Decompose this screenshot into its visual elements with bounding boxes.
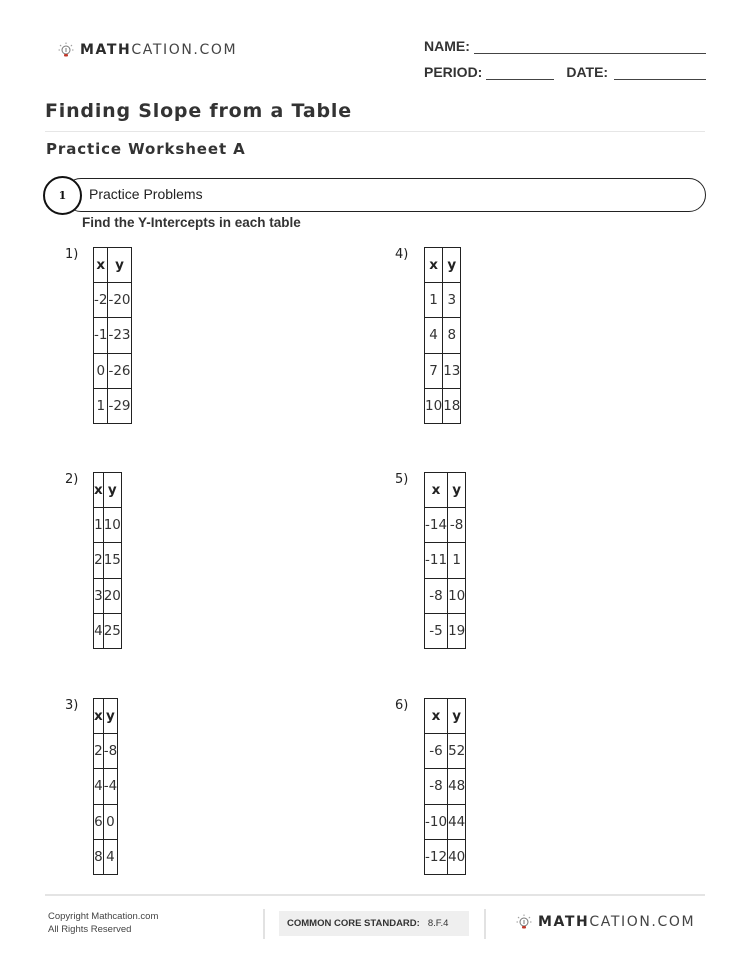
footer-separator <box>263 909 265 939</box>
table-header-row <box>94 248 132 283</box>
problem-number: 5) <box>395 472 409 487</box>
xy-table <box>424 247 461 424</box>
problem-number: 1) <box>65 247 79 262</box>
table-row <box>425 283 461 318</box>
table-header-row <box>425 699 466 734</box>
cell-y: 18 <box>443 388 461 423</box>
lightbulb-icon <box>58 42 74 58</box>
copyright-line-1: Copyright Mathcation.com <box>48 911 159 922</box>
cell-y: 0 <box>103 804 117 839</box>
cell-x: 0 <box>94 353 108 388</box>
standard-value: 8.F.4 <box>427 918 449 929</box>
date-field[interactable] <box>614 66 706 80</box>
problem-number: 4) <box>395 247 409 262</box>
cell-y: 15 <box>103 543 121 578</box>
lightbulb-icon <box>516 914 532 930</box>
table-row <box>94 804 118 839</box>
page-subtitle: Practice Worksheet A <box>46 140 246 158</box>
cell-y: 4 <box>103 839 117 874</box>
cell-y: 10 <box>448 578 466 613</box>
section-label: Practice Problems <box>89 186 203 202</box>
date-label: DATE: <box>566 64 609 80</box>
table-row <box>425 353 461 388</box>
table-row <box>425 508 466 543</box>
table-row <box>94 318 132 353</box>
cell-x: 7 <box>425 353 443 388</box>
table-row <box>94 388 132 423</box>
table-row <box>425 318 461 353</box>
cell-x: 2 <box>94 543 104 578</box>
cell-x: 10 <box>425 388 443 423</box>
header-x: x <box>94 473 104 508</box>
cell-x: 4 <box>425 318 443 353</box>
name-label: NAME: <box>424 38 470 54</box>
header-x: x <box>94 248 108 283</box>
table-row <box>425 839 466 874</box>
table-row <box>94 578 122 613</box>
header-y: y <box>448 473 466 508</box>
cell-x: -6 <box>425 734 448 769</box>
table-header-row <box>94 699 118 734</box>
cell-x: 6 <box>94 804 104 839</box>
title-divider <box>45 131 705 132</box>
logo-math: MATH <box>80 42 132 58</box>
cell-x: -8 <box>425 769 448 804</box>
logo-cation: CATION.COM <box>131 42 238 58</box>
instructions: Find the Y-Intercepts in each table <box>82 215 301 230</box>
page-title: Finding Slope from a Table <box>45 100 352 122</box>
cell-y: 48 <box>448 769 466 804</box>
table-row <box>94 839 118 874</box>
cell-x: 2 <box>94 734 104 769</box>
xy-table <box>93 247 132 424</box>
xy-table <box>424 472 466 649</box>
cell-y: 8 <box>443 318 461 353</box>
table-row <box>94 353 132 388</box>
table-row <box>425 543 466 578</box>
cell-y: -23 <box>108 318 131 353</box>
header-y: y <box>448 699 466 734</box>
common-core-standard <box>279 911 469 936</box>
cell-y: 52 <box>448 734 466 769</box>
table-row <box>425 769 466 804</box>
table-header-row <box>94 473 122 508</box>
cell-y: -8 <box>448 508 466 543</box>
cell-y: 19 <box>448 613 466 648</box>
table-header-row <box>425 248 461 283</box>
xy-table <box>424 698 466 875</box>
header-x: x <box>94 699 104 734</box>
header-y: y <box>108 248 131 283</box>
cell-x: 1 <box>425 283 443 318</box>
table-row <box>94 508 122 543</box>
table-row <box>94 613 122 648</box>
name-row <box>424 28 706 54</box>
cell-y: 25 <box>103 613 121 648</box>
cell-y: 20 <box>103 578 121 613</box>
cell-y: 1 <box>448 543 466 578</box>
cell-x: -14 <box>425 508 448 543</box>
period-field[interactable] <box>486 66 554 80</box>
table-header-row <box>425 473 466 508</box>
cell-x: -10 <box>425 804 448 839</box>
cell-x: -8 <box>425 578 448 613</box>
problem-number: 6) <box>395 698 409 713</box>
cell-y: 3 <box>443 283 461 318</box>
table-row <box>94 769 118 804</box>
cell-y: 44 <box>448 804 466 839</box>
mathcation-logo-footer <box>516 914 695 930</box>
problem-number: 3) <box>65 698 79 713</box>
copyright <box>48 910 158 936</box>
cell-x: 1 <box>94 388 108 423</box>
header-x: x <box>425 699 448 734</box>
period-date-row <box>424 54 706 80</box>
logo-math: MATH <box>538 914 590 930</box>
table-row <box>425 388 461 423</box>
cell-y: -8 <box>103 734 117 769</box>
logo-cation: CATION.COM <box>589 914 696 930</box>
table-row <box>425 734 466 769</box>
header-y: y <box>103 699 117 734</box>
cell-y: 13 <box>443 353 461 388</box>
table-row <box>94 283 132 318</box>
cell-x: -1 <box>94 318 108 353</box>
table-row <box>94 734 118 769</box>
header-x: x <box>425 248 443 283</box>
cell-y: 40 <box>448 839 466 874</box>
table-row <box>425 804 466 839</box>
xy-table <box>93 472 122 649</box>
table-row <box>94 543 122 578</box>
cell-x: 4 <box>94 769 104 804</box>
footer-separator <box>484 909 486 939</box>
cell-y: 10 <box>103 508 121 543</box>
cell-y: -20 <box>108 283 131 318</box>
cell-x: -12 <box>425 839 448 874</box>
cell-x: 3 <box>94 578 104 613</box>
section-number: 1 <box>58 189 67 202</box>
cell-x: 4 <box>94 613 104 648</box>
header-x: x <box>425 473 448 508</box>
xy-table <box>93 698 118 875</box>
problem-number: 2) <box>65 472 79 487</box>
period-label: PERIOD: <box>424 64 483 80</box>
header-y: y <box>443 248 461 283</box>
standard-label: COMMON CORE STANDARD: <box>287 918 420 929</box>
copyright-line-2: All Rights Reserved <box>48 924 132 935</box>
cell-y: -26 <box>108 353 131 388</box>
mathcation-logo <box>58 42 237 58</box>
table-row <box>425 613 466 648</box>
student-info-fields <box>424 28 706 80</box>
section-number-badge <box>43 176 82 215</box>
table-row <box>425 578 466 613</box>
cell-x: 1 <box>94 508 104 543</box>
cell-x: -5 <box>425 613 448 648</box>
header-y: y <box>103 473 121 508</box>
cell-x: -2 <box>94 283 108 318</box>
name-field[interactable] <box>474 40 706 54</box>
cell-x: 8 <box>94 839 104 874</box>
footer-divider <box>45 894 705 896</box>
cell-y: -4 <box>103 769 117 804</box>
cell-y: -29 <box>108 388 131 423</box>
cell-x: -11 <box>425 543 448 578</box>
